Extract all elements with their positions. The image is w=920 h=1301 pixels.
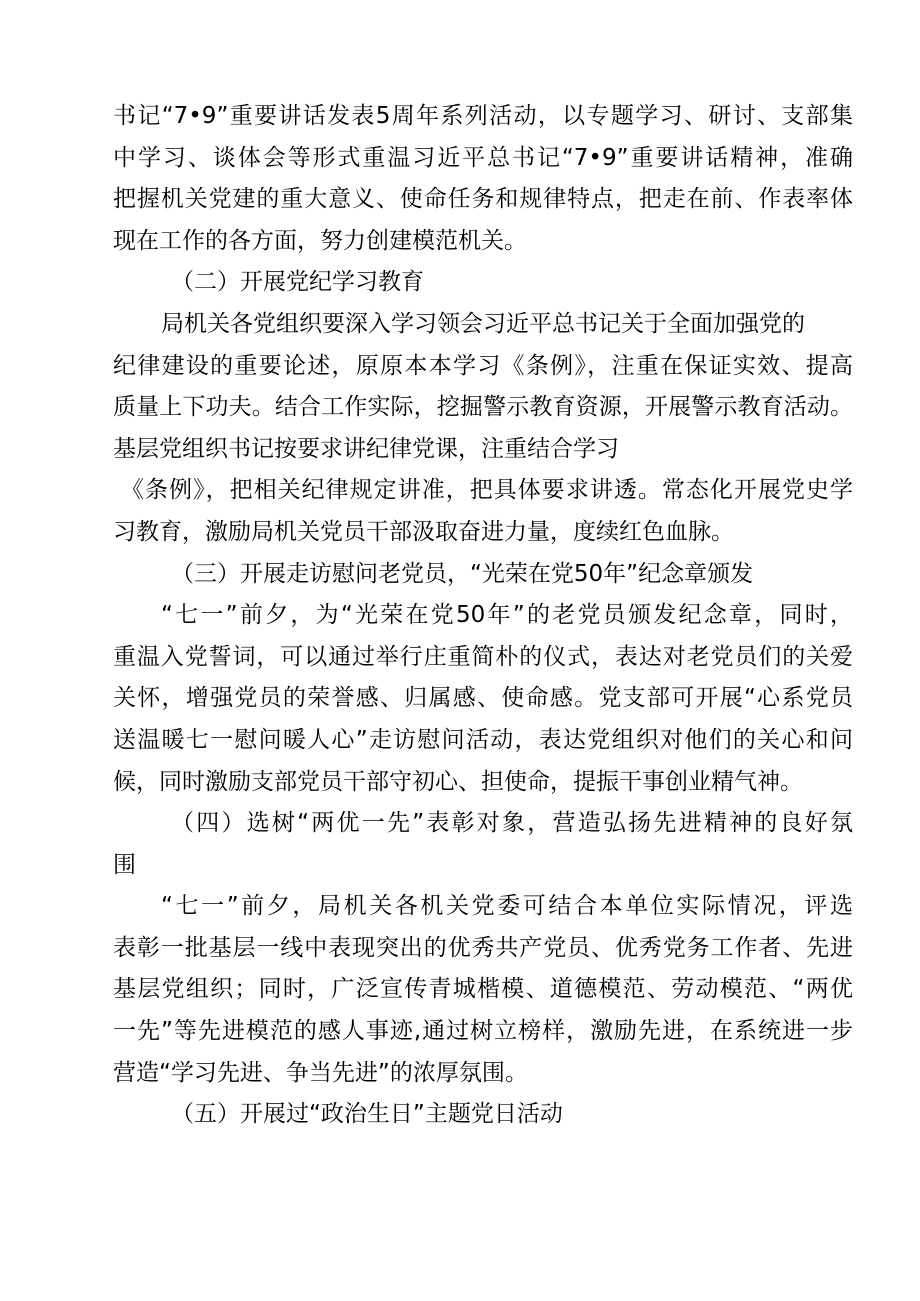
paragraph-line: “七一”前夕，局机关各机关党委可结合本单位实际情况，评选: [161, 893, 853, 920]
paragraph-line: 纪律建设的重要论述，原原本本学习《条例》，注重在保证实效、提高: [113, 352, 853, 379]
paragraph-line: 局机关各党组织要深入学习领会习近平总书记关于全面加强党的: [161, 310, 805, 337]
paragraph-line: 营造“学习先进、争当先进”的浓厚氛围。: [113, 1059, 528, 1086]
paragraph-line: 表彰一批基层一线中表现突出的优秀共产党员、优秀党务工作者、先进: [113, 934, 853, 961]
section-heading-5: （五）开展过“政治生日”主题党日活动: [171, 1101, 563, 1128]
section-heading-4-continued: 围: [113, 851, 136, 878]
paragraph-line: 质量上下功夫。结合工作实际，挖掘警示教育资源，开展警示教育活动。: [113, 394, 853, 421]
paragraph-line: 候，同时激励支部党员干部守初心、担使命，提振干事创业精气神。: [113, 768, 803, 795]
paragraph-line: 中学习、谈体会等形式重温习近平总书记“7•9”重要讲话精神，准确: [113, 144, 853, 171]
section-heading-3: （三）开展走访慰问老党员，“光荣在党50年”纪念章颁发: [171, 560, 754, 587]
paragraph-line: 把握机关党建的重大意义、使命任务和规律特点，把走在前、作表率体: [113, 186, 853, 213]
document-body: [113, 96, 853, 1136]
paragraph-line: 基层党组织；同时，广泛宣传青城楷模、道德模范、劳动模范、“两优: [113, 976, 853, 1003]
paragraph-line: 关怀，增强党员的荣誉感、归属感、使命感。党支部可开展“心系党员: [113, 685, 853, 712]
paragraph-line: 现在工作的各方面，努力创建模范机关。: [113, 227, 527, 254]
paragraph-line: 《条例》，把相关纪律规定讲准，把具体要求讲透。常态化开展党史学: [121, 477, 853, 504]
paragraph-line: 重温入党誓词，可以通过举行庄重简朴的仪式，表达对老党员们的关爱: [113, 643, 853, 670]
paragraph-line: “七一”前夕，为“光荣在党50年”的老党员颁发纪念章，同时，: [161, 602, 853, 629]
section-heading-4: （四）选树“两优一先”表彰对象，营造弘扬先进精神的良好氛: [171, 810, 853, 837]
paragraph-line: 一先”等先进模范的感人事迹,通过树立榜样，激励先进，在系统进一步: [113, 1018, 853, 1045]
paragraph-line: 基层党组织书记按要求讲纪律党课，注重结合学习: [113, 435, 619, 462]
paragraph-line: 书记“7•9”重要讲话发表5周年系列活动，以专题学习、研讨、支部集: [113, 103, 853, 129]
paragraph-line: 送温暖七一慰问暖人心”走访慰问活动，表达党组织对他们的关心和问: [113, 726, 853, 753]
section-heading-2: （二）开展党纪学习教育: [171, 269, 424, 296]
paragraph-line: 习教育，激励局机关党员干部汲取奋进力量，度续红色血脉。: [113, 518, 734, 545]
